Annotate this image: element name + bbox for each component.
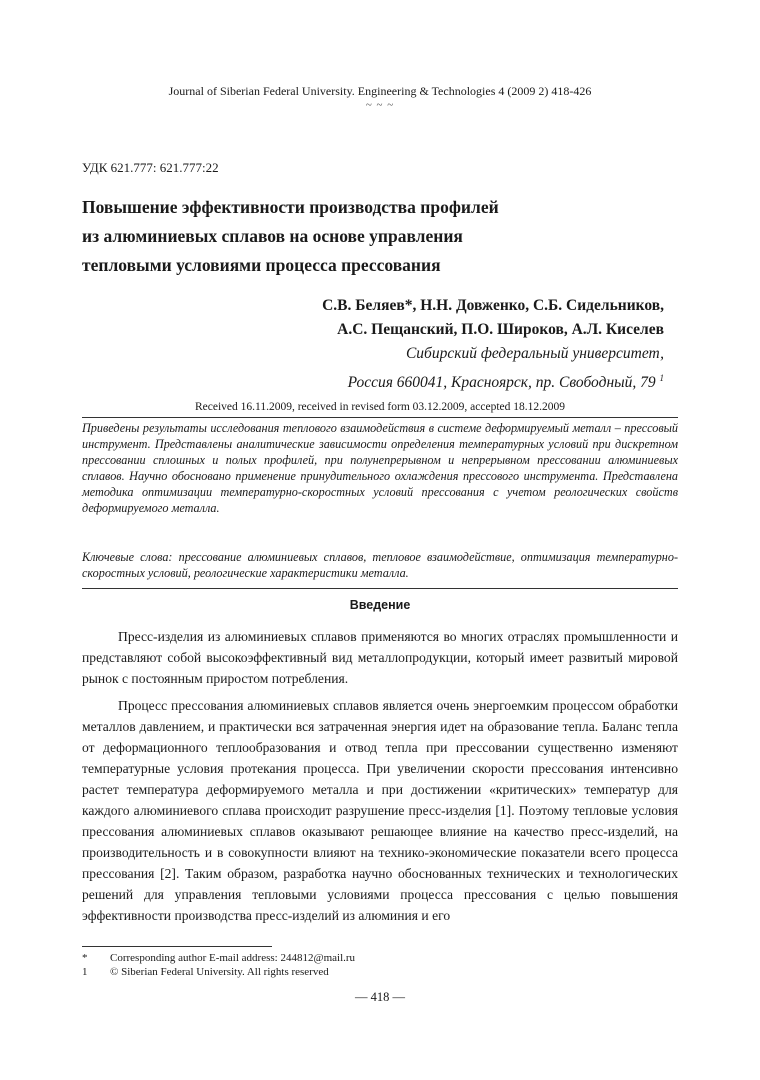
abstract-top-rule — [82, 417, 678, 418]
footnote-rule — [82, 946, 272, 947]
authors-line-2: А.С. Пещанский, П.О. Широков, А.Л. Киселев — [337, 321, 664, 338]
affiliation-address: Россия 660041, Красноярск, пр. Свободный, 79 — [347, 374, 656, 392]
authors-block — [322, 294, 664, 395]
keywords: Ключевые слова: прессование алюминиевых сплавов, тепловое взаимодействие, оптимизация температурно-скоростных условий, реологические характеристики металла. — [82, 550, 678, 580]
affiliation-line-1: Сибирский федеральный университет, — [405, 345, 664, 362]
body-paragraph-1: Пресс-изделия из алюминиевых сплавов применяются во многих отраслях промышленности и представляют собой высокоэффективный вид металлопродукции, который имеет развитый мировой рынок с постоянным приростом потребления. — [82, 629, 678, 686]
footnote-copyright — [82, 965, 678, 979]
footnote-text: Corresponding author E-mail address: 244812@mail.ru — [110, 952, 356, 964]
footnote-mark: 1 — [82, 966, 88, 978]
affiliation-line-2 — [322, 366, 664, 395]
abstract-bottom-rule — [82, 588, 678, 589]
page-number: ― 418 ― — [355, 990, 405, 1004]
title-line-2: из алюминиевых сплавов на основе управления — [82, 226, 463, 246]
affiliation-footnote-mark: 1 — [659, 373, 664, 383]
received-dates: Received 16.11.2009, received in revised form 03.12.2009, accepted 18.12.2009 — [194, 401, 566, 413]
footnotes — [82, 951, 678, 979]
title-line-1: Повышение эффективности производства профилей — [82, 197, 499, 217]
section-title: Введение — [349, 598, 411, 612]
abstract: Приведены результаты исследования теплового взаимодействия в системе деформируемый металл – прессовый инструмент. Представлены аналитические зависимости определения температурных условий при дискретном прессовании сплошных и полых профилей, при полунепрерывном и непрерывном прессовании алюминиевых сплавов. Научно обосновано применение принудительного охлаждения прессового инструмента. Представлена методика оптимизации температурно-скоростных условий прессования с учетом реологических свойств деформируемого металла. — [82, 421, 678, 515]
footnote-corresponding — [82, 951, 678, 965]
udk-code: УДК 621.777: 621.777:22 — [82, 160, 219, 175]
header-separator: ~ ~ ~ — [365, 99, 395, 111]
authors-line-1: С.В. Беляев*, Н.Н. Довженко, С.Б. Сидельников, — [322, 297, 664, 314]
body-paragraph-2: Процесс прессования алюминиевых сплавов является очень энергоемким процессом обработки металлов давлением, и практически вся затраченная энергия идет на образование тепла. Баланс тепла от деформационного теплообразования и отвод тепла при прессовании существенно изменяют температурные условия протекания процесса. При увеличении скорости прессования интенсивно растет температура деформируемого металла и при достижении «критических» температур для каждого алюминиевого сплава происходит разрушение пресс-изделия [1]. Поэтому тепловые условия прессования алюминиевых сплавов оказывают решающее влияние на качество пресс-изделий, на производительность и в совокупности влияют на технико-экономические показатели всего процесса прессования [2]. Таким образом, разработка научно обоснованных технических и технологических решений для управления тепловыми условиями процесса прессования с целью повышения эффективности производства пресс-изделий из алюминия и его — [82, 698, 678, 923]
body-text — [82, 626, 678, 932]
article-title — [82, 193, 642, 280]
journal-header: Journal of Siberian Federal University. Engineering & Technologies 4 (2009 2) 418-426 — [168, 84, 592, 98]
title-line-3: тепловыми условиями процесса прессования — [82, 255, 441, 275]
footnote-text: © Siberian Federal University. All rights reserved — [110, 966, 329, 978]
footnote-mark: * — [82, 952, 88, 964]
